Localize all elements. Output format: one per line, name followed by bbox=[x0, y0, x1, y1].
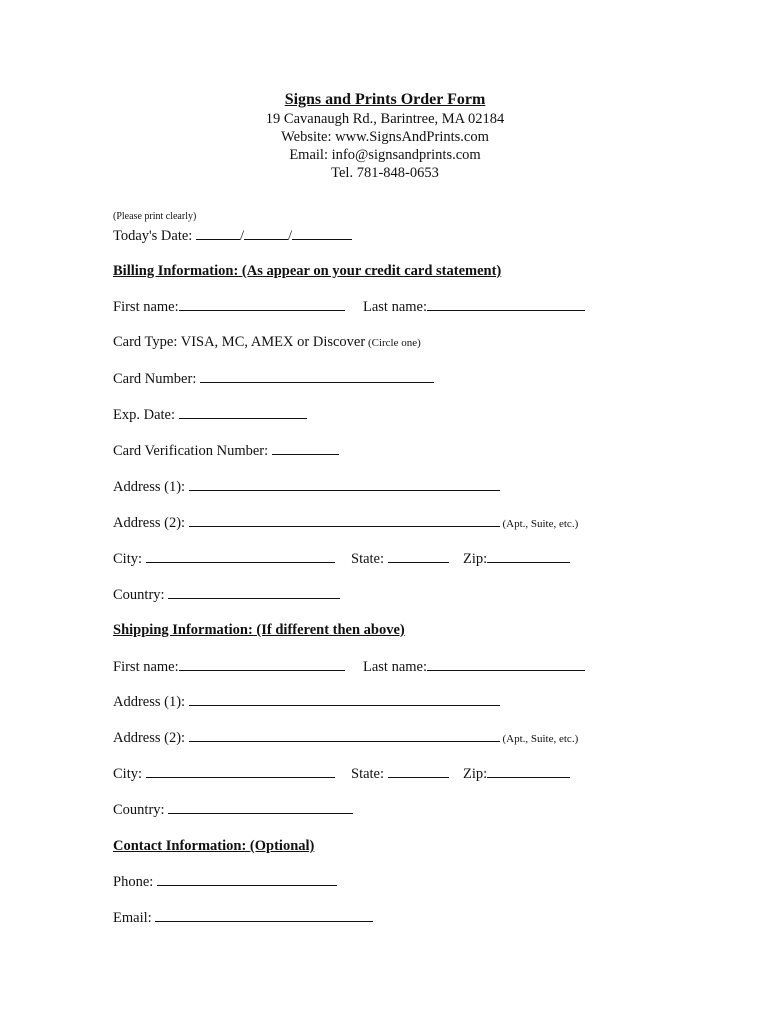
contact-email-label: Email: bbox=[113, 910, 156, 926]
contact-section-heading: Contact Information: (Optional) bbox=[113, 838, 315, 854]
billing-country-field[interactable] bbox=[168, 585, 340, 599]
billing-city-row bbox=[113, 549, 335, 568]
shipping-address1-row bbox=[113, 692, 500, 711]
billing-city-label: City: bbox=[113, 551, 146, 567]
shipping-section-heading: Shipping Information: (If different then above) bbox=[113, 622, 405, 638]
billing-address1-row bbox=[113, 477, 500, 496]
card-type-label: Card Type: VISA, MC, AMEX or Discover bbox=[113, 334, 366, 350]
billing-last-name-label: Last name: bbox=[363, 299, 428, 315]
company-website: Website: www.SignsAndPrints.com bbox=[281, 129, 489, 145]
contact-email-row bbox=[113, 908, 373, 927]
billing-address1-label: Address (1): bbox=[113, 479, 189, 495]
exp-date-field[interactable] bbox=[179, 405, 307, 419]
card-number-field[interactable] bbox=[200, 369, 434, 383]
billing-address2-row bbox=[113, 513, 578, 533]
billing-zip-group bbox=[463, 549, 570, 568]
shipping-zip-field[interactable] bbox=[487, 764, 570, 778]
cvn-row bbox=[113, 441, 339, 460]
shipping-city-label: City: bbox=[113, 766, 146, 782]
date-day-field[interactable] bbox=[244, 226, 288, 240]
shipping-last-name-field[interactable] bbox=[427, 657, 585, 671]
shipping-address2-row bbox=[113, 728, 578, 748]
company-address: 19 Cavanaugh Rd., Barintree, MA 02184 bbox=[265, 111, 505, 127]
billing-address2-label: Address (2): bbox=[113, 515, 189, 531]
billing-last-name-group bbox=[363, 297, 585, 316]
card-type-row bbox=[113, 333, 421, 352]
contact-phone-label: Phone: bbox=[113, 874, 157, 890]
todays-date-row bbox=[113, 226, 352, 245]
shipping-city-row bbox=[113, 764, 335, 783]
billing-section-heading: Billing Information: (As appear on your credit card statement) bbox=[113, 263, 502, 279]
cvn-label: Card Verification Number: bbox=[113, 443, 272, 459]
shipping-state-field[interactable] bbox=[388, 764, 449, 778]
shipping-state-label: State: bbox=[351, 766, 388, 782]
billing-country-row bbox=[113, 585, 340, 604]
shipping-first-name-field[interactable] bbox=[179, 657, 345, 671]
todays-date-label: Today's Date: bbox=[113, 228, 196, 244]
billing-address1-field[interactable] bbox=[189, 477, 500, 491]
shipping-last-name-label: Last name: bbox=[363, 659, 428, 675]
form-header bbox=[0, 90, 770, 182]
shipping-zip-label: Zip: bbox=[463, 766, 488, 782]
shipping-last-name-group bbox=[363, 657, 585, 676]
shipping-address1-field[interactable] bbox=[189, 692, 500, 706]
shipping-city-field[interactable] bbox=[146, 764, 335, 778]
contact-email-field[interactable] bbox=[155, 908, 373, 922]
billing-city-field[interactable] bbox=[146, 549, 335, 563]
billing-zip-label: Zip: bbox=[463, 551, 488, 567]
card-number-label: Card Number: bbox=[113, 371, 200, 387]
date-separator: / bbox=[287, 228, 292, 244]
date-month-field[interactable] bbox=[196, 226, 240, 240]
billing-state-field[interactable] bbox=[388, 549, 449, 563]
billing-last-name-field[interactable] bbox=[427, 297, 585, 311]
form-title: Signs and Prints Order Form bbox=[284, 91, 486, 108]
shipping-name-row bbox=[113, 657, 345, 676]
billing-country-label: Country: bbox=[113, 587, 169, 603]
billing-first-name-label: First name: bbox=[113, 299, 179, 315]
billing-address2-field[interactable] bbox=[189, 513, 500, 527]
exp-date-label: Exp. Date: bbox=[113, 407, 179, 423]
billing-state-label: State: bbox=[351, 551, 388, 567]
shipping-country-label: Country: bbox=[113, 802, 169, 818]
shipping-address2-field[interactable] bbox=[189, 728, 500, 742]
card-type-note: (Circle one) bbox=[365, 337, 421, 349]
company-phone: Tel. 781-848-0653 bbox=[331, 165, 439, 181]
card-number-row bbox=[113, 369, 434, 388]
shipping-state-group bbox=[351, 764, 449, 783]
shipping-country-row bbox=[113, 800, 353, 819]
exp-date-row bbox=[113, 405, 307, 424]
shipping-zip-group bbox=[463, 764, 570, 783]
date-year-field[interactable] bbox=[292, 226, 352, 240]
shipping-first-name-label: First name: bbox=[113, 659, 179, 675]
billing-state-group bbox=[351, 549, 449, 568]
contact-phone-field[interactable] bbox=[157, 872, 337, 886]
company-email: Email: info@signsandprints.com bbox=[289, 147, 481, 163]
shipping-country-field[interactable] bbox=[168, 800, 353, 814]
billing-zip-field[interactable] bbox=[487, 549, 570, 563]
contact-phone-row bbox=[113, 872, 337, 891]
date-separator: / bbox=[239, 228, 244, 244]
shipping-address2-note: (Apt., Suite, etc.) bbox=[499, 733, 579, 745]
cvn-field[interactable] bbox=[272, 441, 339, 455]
billing-name-row bbox=[113, 297, 345, 316]
shipping-address1-label: Address (1): bbox=[113, 694, 189, 710]
shipping-address2-label: Address (2): bbox=[113, 730, 189, 746]
print-clearly-note: (Please print clearly) bbox=[113, 211, 197, 222]
billing-first-name-field[interactable] bbox=[179, 297, 345, 311]
billing-address2-note: (Apt., Suite, etc.) bbox=[499, 518, 579, 530]
